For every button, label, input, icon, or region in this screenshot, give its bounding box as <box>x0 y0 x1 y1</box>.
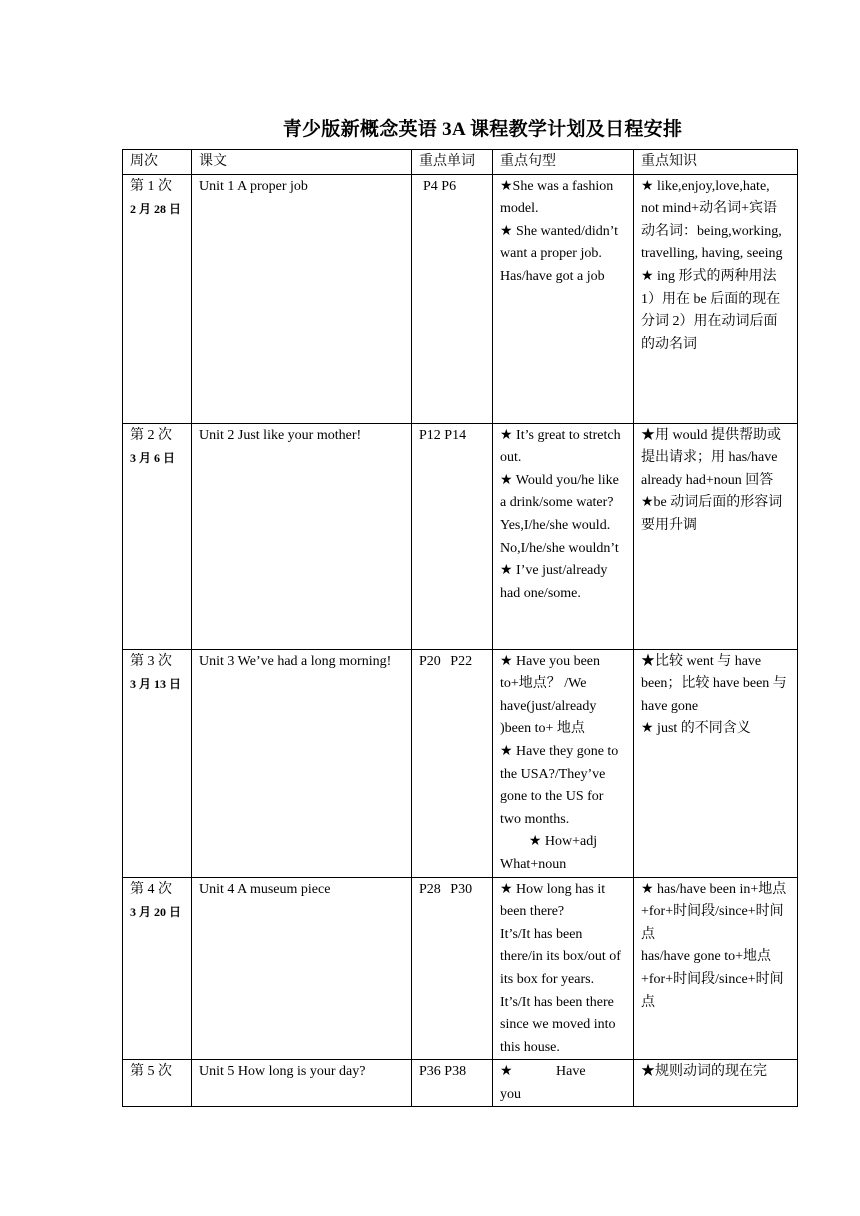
sentence-line: ★ I’ve just/already had one/some. <box>500 563 608 601</box>
sentences-cell <box>493 877 634 1060</box>
lesson-cell: Unit 1 A proper job <box>192 174 412 423</box>
header-week: 周次 <box>123 150 192 175</box>
knowledge-line: ★ just 的不同含义 <box>641 721 751 737</box>
week-label: 第 5 次 <box>130 1064 172 1080</box>
sentence-line: Has/have got a job <box>500 268 605 284</box>
knowledge-line: ★比较 went 与 have been；比较 have been 与 have gone <box>641 653 787 714</box>
words-cell: P12 P14 <box>412 423 493 649</box>
knowledge-cell <box>634 649 798 877</box>
week-cell <box>123 423 192 649</box>
sentence-line: ★ Have you <box>500 1064 586 1102</box>
sentences-cell <box>493 423 634 649</box>
schedule-table <box>122 149 798 1107</box>
knowledge-line: ★ like,enjoy,love,hate, not mind+动名词+宾语 动名词：being,working, travelling, having, seeing <box>641 178 783 262</box>
knowledge-cell <box>634 877 798 1060</box>
sentences-cell <box>493 1060 634 1107</box>
header-knowledge: 重点知识 <box>634 150 798 175</box>
knowledge-line: ★ ing 形式的两种用法 1）用在 be 后面的现在分词 2）用在动词后面的动名词 <box>641 268 781 352</box>
sentence-line: ★ She wanted/didn’t want a proper job. <box>500 223 619 262</box>
table-row <box>123 649 798 877</box>
week-cell <box>123 877 192 1060</box>
words-cell: P20 P22 <box>412 649 493 877</box>
week-cell <box>123 1060 192 1107</box>
sentences-cell <box>493 174 634 423</box>
lesson-cell: Unit 3 We’ve had a long morning! <box>192 649 412 877</box>
sentence-line: ★ How long has it been there? <box>500 881 606 920</box>
knowledge-line: ★be 动词后面的形容词要用升调 <box>641 495 783 533</box>
sentence-line: What+noun <box>500 856 567 872</box>
knowledge-line: ★ has/have been in+地点+for+时间段/since+时间点 <box>641 881 787 942</box>
week-label: 第 4 次 <box>130 881 172 897</box>
lesson-cell: Unit 4 A museum piece <box>192 877 412 1060</box>
sentence-line: ★She was a fashion model. <box>500 178 614 217</box>
header-sentences: 重点句型 <box>493 150 634 175</box>
table-row <box>123 423 798 649</box>
table-row <box>123 1060 798 1107</box>
table-row <box>123 174 798 423</box>
lesson-cell: Unit 5 How long is your day? <box>192 1060 412 1107</box>
knowledge-line: ★用 would 提供帮助或提出请求；用 has/have already had+noun 回答 <box>641 427 781 488</box>
date-label: 3 月 20 日 <box>130 905 182 920</box>
words-cell: P36 P38 <box>412 1060 493 1107</box>
week-label: 第 2 次 <box>130 427 172 443</box>
sentence-line: No,I/he/she wouldn’t <box>500 540 619 556</box>
week-label: 第 1 次 <box>130 178 172 194</box>
sentence-line: It’s/It has been there/in its box/out of its box for years. <box>500 926 621 987</box>
header-words: 重点单词 <box>412 150 493 175</box>
week-cell <box>123 649 192 877</box>
page-title: 青少版新概念英语 3A 课程教学计划及日程安排 <box>282 119 683 140</box>
sentence-line: It’s/It has been there since we moved into this house. <box>500 994 616 1055</box>
date-label: 2 月 28 日 <box>130 202 182 217</box>
sentence-line: ★ It’s great to stretch out. <box>500 427 621 466</box>
header-lesson: 课文 <box>192 150 412 175</box>
week-label: 第 3 次 <box>130 653 172 669</box>
sentence-line: Yes,I/he/she would. <box>500 517 611 533</box>
sentence-line: ★ Have they gone to the USA?/They’ve gone to the US for two months. <box>500 743 619 827</box>
table-header-row <box>123 150 798 175</box>
knowledge-cell <box>634 423 798 649</box>
knowledge-line: has/have gone to+地点+for+时间段/since+时间点 <box>641 949 784 1010</box>
sentence-line: ★ Have you been to+地点？ /We have(just/already )been to+ 地点 <box>500 653 601 737</box>
table-row <box>123 877 798 1060</box>
sentence-line: ★ How+adj <box>528 834 598 850</box>
knowledge-cell <box>634 174 798 423</box>
words-cell: P28 P30 <box>412 877 493 1060</box>
knowledge-cell <box>634 1060 798 1107</box>
knowledge-line: ★规则动词的现在完 <box>641 1064 767 1080</box>
date-label: 3 月 6 日 <box>130 451 176 466</box>
words-cell: P4 P6 <box>412 174 493 423</box>
week-cell <box>123 174 192 423</box>
date-label: 3 月 13 日 <box>130 677 182 692</box>
sentence-line: ★ Would you/he like a drink/some water? <box>500 472 619 511</box>
lesson-cell: Unit 2 Just like your mother! <box>192 423 412 649</box>
sentences-cell <box>493 649 634 877</box>
